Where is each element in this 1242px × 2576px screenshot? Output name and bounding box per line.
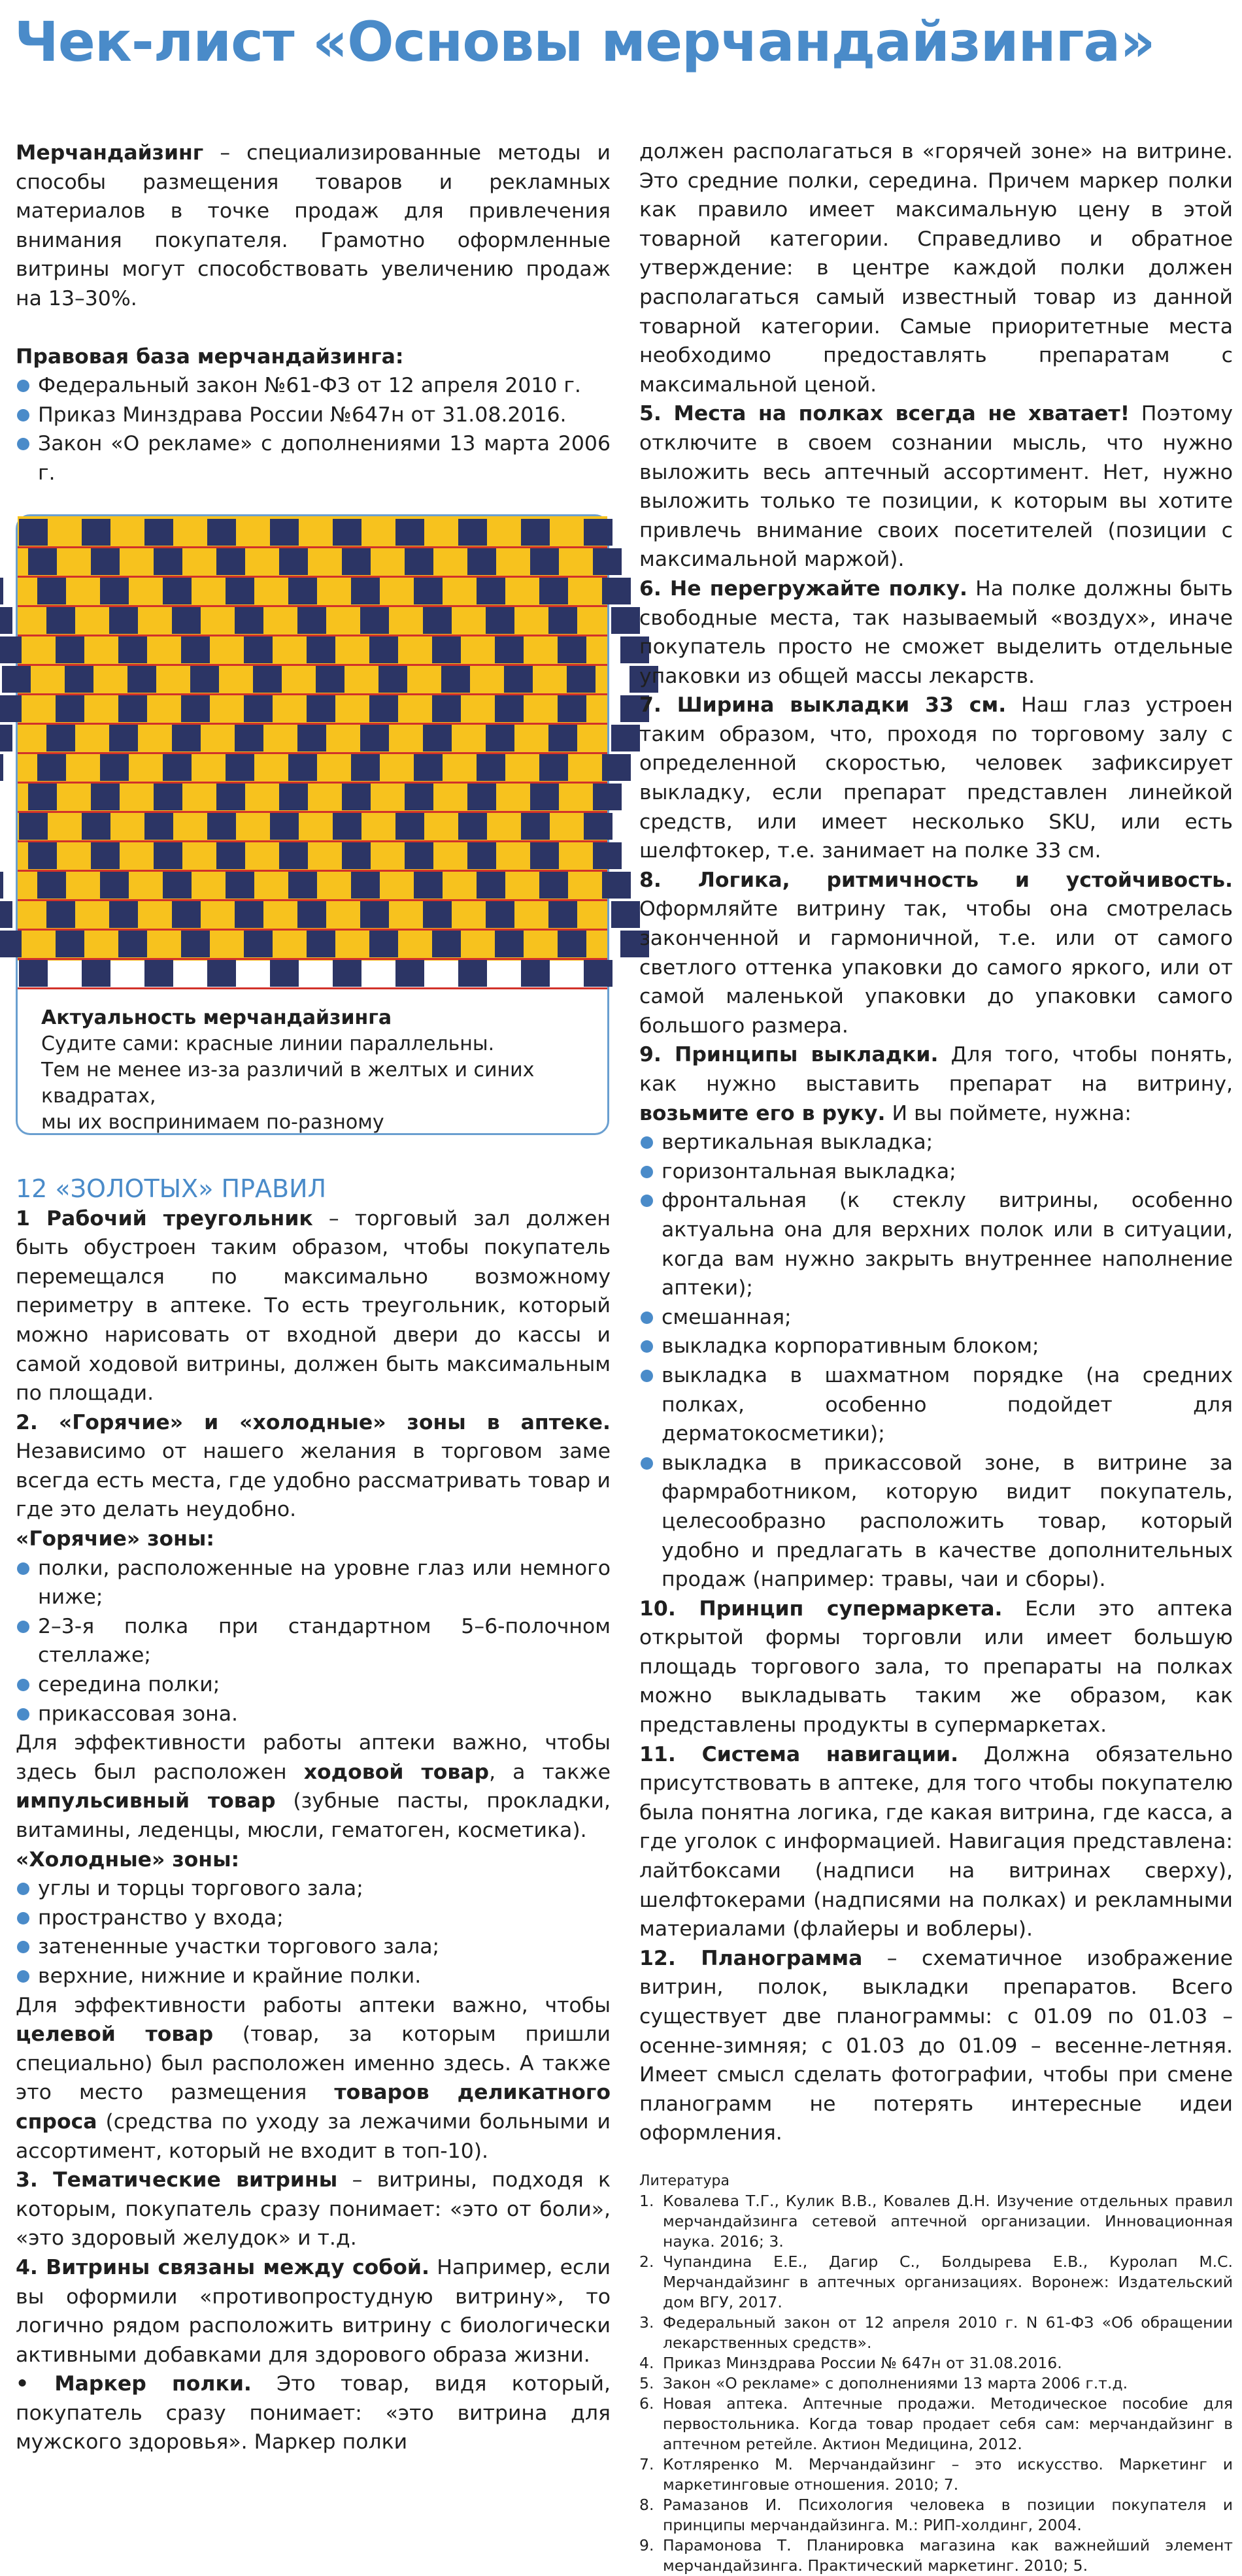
literature-title: Литература <box>639 2172 730 2189</box>
list-item: выкладка корпоративным блоком; <box>639 1332 1233 1361</box>
literature-item: 6. Новая аптека. Аптечные продажи. Методическое пособие для первостольника. Когда товар продает себя сам: мерчандайзинг в аптечном ретейле. Актион Медицина, 2012. <box>639 2394 1233 2453</box>
rule-5: 5. Места на полках всегда не хватает! Поэтому отключите в своем сознании мысль, что нужно выложить весь аптечный ассортимент. Нет, нужно выложить только те позиции, к которым вы хотите привлечь внимание своих посетителей (позиции с максимальной маржой). <box>639 402 1233 572</box>
illusion-square <box>539 578 568 604</box>
illusion-square <box>477 754 505 781</box>
list-item: углы и торцы торгового зала; <box>16 1874 611 1904</box>
illusion-square <box>584 519 613 546</box>
shelf-marker: • Маркер полки. Это товар, видя который, покупатель сразу понимает: «это витрина для мужского здоровья». Маркер полки <box>16 2372 611 2454</box>
illusion-square <box>109 901 138 928</box>
illusion-square <box>316 666 344 693</box>
illusion-red-line <box>18 840 607 842</box>
illusion-square <box>414 754 443 781</box>
illusion-square <box>19 960 48 987</box>
illusion-square <box>477 578 505 604</box>
illusion-square <box>163 578 192 604</box>
illusion-square <box>458 519 487 546</box>
illusion-square <box>0 636 22 663</box>
list-item: затененные участки торгового зала; <box>16 1932 611 1962</box>
illusion-square <box>253 666 282 693</box>
illusion-square <box>307 931 335 957</box>
illusion-square <box>56 695 84 722</box>
rule-4: 4. Витрины связаны между собой. Например, если вы оформили «противопростудную витрину», то логично рядом расположить витрину с биологически активными добавками для здорового образа жизни. <box>16 2255 611 2367</box>
illusion-square <box>216 842 245 869</box>
illusion-square <box>37 872 66 899</box>
illusion-square <box>351 872 380 899</box>
illusion-square <box>288 754 317 781</box>
illusion-square <box>602 754 631 781</box>
illusion-square <box>91 548 120 575</box>
illusion-square <box>342 842 371 869</box>
illusion-square <box>477 872 505 899</box>
illusion-red-line <box>18 987 607 989</box>
illusion-square <box>172 901 201 928</box>
illusion-square <box>82 519 110 546</box>
illusion-square <box>342 548 371 575</box>
illusion-square <box>307 695 335 722</box>
figure-caption: Актуальность мерчандайзинга Судите сами: красные линии параллельны. Тем не менее из-за различий в желтых и синих квадратах, мы их воспринимаем по-разному <box>41 1006 535 1134</box>
illusion-square <box>369 931 398 957</box>
illusion-square <box>441 666 470 693</box>
illusion-square <box>432 931 461 957</box>
illusion-square <box>91 784 120 810</box>
illusion-square <box>37 578 66 604</box>
illusion-square <box>0 695 22 722</box>
left-column <box>16 139 611 2457</box>
list-item: горизонтальная выкладка; <box>639 1157 1233 1187</box>
illusion-square <box>279 548 308 575</box>
illusion-square <box>226 578 254 604</box>
illusion-square <box>360 901 389 928</box>
illusion-square <box>82 813 110 840</box>
illusion-square <box>521 519 550 546</box>
rule-7: 7. Ширина выкладки 33 см. Наш глаз устроен таким образом, что, проходя по торговому залу с определенной скоростью, человек зафиксирует выкладку, если препарат представлен линейкой средств, или имеет несколько SKU, или есть шелфтокер, т.е. занимает на полке 33 см. <box>639 693 1233 863</box>
illusion-square <box>0 931 22 957</box>
illusion-square <box>244 695 273 722</box>
list-item: выкладка в прикассовой зоне, в витрине за фармработником, которую видит покупатель, целесообразно расположить товар, который удобно и предлагать в качестве дополнительных продаж (например: травы, чаи и сборы). <box>639 1449 1233 1594</box>
shelf-marker-continued: должен располагаться в «горячей зоне» на витрине. Это средние полки, середина. Причем маркер полки как правило имеет максимальную цену в этой товарной категории. Справедливо и обратное утверждение: в центре каждой полки должен располагаться самый известный товар из данной товарной категории. Самые приоритетные места необходимо предоставлять препаратам с максимальной ценой. <box>639 140 1233 397</box>
illusion-square <box>91 842 120 869</box>
illusion-red-line <box>18 752 607 754</box>
illusion-square <box>0 607 12 634</box>
illusion-square <box>567 666 596 693</box>
list-item: пространство у входа; <box>16 1904 611 1933</box>
illusion-square <box>270 813 299 840</box>
illusion-square <box>395 960 424 987</box>
literature-item: 3. Федеральный закон от 12 апреля 2010 г. N 61-ФЗ «Об обращении лекарственных средств». <box>639 2313 1233 2352</box>
illusion-square <box>558 695 586 722</box>
illusion-square <box>46 725 75 751</box>
illusion-square <box>333 519 361 546</box>
illusion-square <box>602 578 631 604</box>
literature-item: 1. Ковалева Т.Г., Кулик В.В., Ковалев Д.Н. Изучение отдельных правил мерчандайзинга сетевой аптечной организации. Инновационная наука. 2016; 3. <box>639 2191 1233 2251</box>
illusion-square <box>432 636 461 663</box>
illusion-square <box>405 784 433 810</box>
illusion-square <box>530 784 559 810</box>
rules-title: 12 «ЗОЛОТЫХ» ПРАВИЛ <box>16 1174 327 1203</box>
literature-item: 7. Котляренко М. Мерчандайзинг – это искусство. Маркетинг и маркетинговые отношения. 2010; 7. <box>639 2454 1233 2494</box>
illusion-square <box>504 666 533 693</box>
illusion-square <box>82 960 110 987</box>
layout-types-list <box>639 1128 1233 1594</box>
literature-item: 9. Парамонова Т. Планировка магазина как важнейший элемент мерчандайзинга. Практический маркетинг. 2010; 5. <box>639 2535 1233 2575</box>
illusion-square <box>423 901 452 928</box>
illusion-square <box>163 754 192 781</box>
illusion-square <box>0 725 12 751</box>
illusion-square <box>297 607 326 634</box>
illusion-square <box>558 636 586 663</box>
illusion-square <box>144 813 173 840</box>
rule-2: 2. «Горячие» и «холодные» зоны в аптеке. Независимо от нашего желания в торговом заме всегда есть места, где удобно рассматривать товар и где это делать неудобно. <box>16 1410 611 1522</box>
cafe-wall-illusion <box>18 516 607 961</box>
illusion-square <box>558 931 586 957</box>
illusion-square <box>2 666 31 693</box>
illusion-square <box>360 725 389 751</box>
illusion-red-line <box>18 929 607 931</box>
illusion-red-line <box>18 723 607 725</box>
illusion-square <box>56 931 84 957</box>
illusion-square <box>109 725 138 751</box>
illusion-square <box>244 931 273 957</box>
illusion-square <box>144 960 173 987</box>
illusion-square <box>611 725 640 751</box>
illusion-square <box>226 872 254 899</box>
rule-12: 12. Планограмма – схематичное изображение витрин, полок, выкладки препаратов. Всего существует две планограммы: с 01.09 по 01.03 – осенне-зимняя; с 01.03 до 01.09 – весенне-летняя. Имеет смысл сделать фотографии, чтобы при смене планограмм не потерять интересные идеи оформления. <box>639 1946 1233 2145</box>
list-item: Федеральный закон №61-ФЗ от 12 апреля 2010 г. <box>16 371 611 401</box>
illusion-square <box>521 813 550 840</box>
illusion-red-line <box>18 693 607 695</box>
illusion-square <box>154 548 182 575</box>
illusion-square <box>297 725 326 751</box>
illusion-square <box>584 960 613 987</box>
illusion-square <box>0 578 3 604</box>
illusion-square <box>539 754 568 781</box>
illusion-square <box>467 784 496 810</box>
intro-paragraph <box>16 139 611 314</box>
illusion-square <box>118 695 147 722</box>
illusion-square <box>593 842 622 869</box>
illusion-red-line <box>18 576 607 578</box>
illusion-square <box>270 960 299 987</box>
intro-text: – специализированные методы и способы размещения товаров и рекламных материалов в точке продаж для привлечения внимания покупателя. Грамотно оформленные витрины могут способствовать увеличению продаж на 13–30%. <box>16 141 611 310</box>
illusion-square <box>288 872 317 899</box>
illusion-square <box>602 872 631 899</box>
illusion-red-line <box>18 811 607 813</box>
illusion-square <box>593 784 622 810</box>
list-item: смешанная; <box>639 1303 1233 1332</box>
illusion-square <box>593 548 622 575</box>
rule-1: 1 Рабочий треугольник – торговый зал должен быть обустроен таким образом, чтобы покупатель перемещался по максимально возможному периметру в аптеке. То есть треугольник, который можно нарисовать от входной двери до кассы и самой ходовой витрины, должен быть максимальным по площади. <box>16 1206 611 1406</box>
illusion-square <box>28 548 57 575</box>
illusion-square <box>207 813 236 840</box>
rule-9: 9. Принципы выкладки. Для того, чтобы понять, как нужно выставить препарат на витрину, возьмите его в руку. И вы поймете, нужна: <box>639 1043 1233 1125</box>
list-item: выкладка в шахматном порядке (на средних полках, особенно подойдет для дерматокосметики); <box>639 1361 1233 1449</box>
illusion-square <box>548 901 577 928</box>
illusion-square <box>486 901 514 928</box>
illusion-square <box>118 931 147 957</box>
illusion-square <box>423 607 452 634</box>
illusion-square <box>414 872 443 899</box>
illusion-square <box>405 548 433 575</box>
illusion-square <box>548 607 577 634</box>
list-item: прикассовая зона. <box>16 1700 611 1729</box>
illusion-square <box>351 578 380 604</box>
illusion-square <box>297 901 326 928</box>
illusion-square <box>19 519 48 546</box>
illusion-square <box>611 901 640 928</box>
illusion-square <box>458 813 487 840</box>
illusion-square <box>65 666 93 693</box>
illusion-square <box>423 725 452 751</box>
illusion-square <box>144 519 173 546</box>
illusion-square <box>235 725 263 751</box>
illusion-square <box>548 725 577 751</box>
literature-list <box>639 2191 1233 2576</box>
right-column <box>639 137 1233 2576</box>
illusion-square <box>181 695 210 722</box>
illusion-square <box>0 901 12 928</box>
illusion-square <box>530 548 559 575</box>
illusion-square <box>279 784 308 810</box>
illusion-square <box>100 754 129 781</box>
illusion-red-line <box>18 899 607 901</box>
illusion-square <box>37 754 66 781</box>
illusion-square <box>235 901 263 928</box>
hot-zones-note: Для эффективности работы аптеки важно, чтобы здесь был расположен ходовой товар, а также импульсивный товар (зубные пасты, прокладки, витамины, леденцы, мюсли, гематоген, косметика). <box>16 1731 611 1842</box>
illusion-square <box>181 931 210 957</box>
illusion-square <box>467 842 496 869</box>
illusion-square <box>19 813 48 840</box>
hot-zones-list <box>16 1554 611 1729</box>
illusion-square <box>28 842 57 869</box>
hot-zones-heading: «Горячие» зоны: <box>16 1527 215 1551</box>
illusion-red-line <box>18 635 607 636</box>
illusion-square <box>405 842 433 869</box>
illusion-square <box>270 519 299 546</box>
illusion-red-line <box>18 546 607 548</box>
list-item: Приказ Минздрава России №647н от 31.08.2016. <box>16 401 611 430</box>
illusion-square <box>495 636 524 663</box>
illusion-square <box>333 960 361 987</box>
illusion-square <box>495 695 524 722</box>
illusion-square <box>0 872 3 899</box>
illusion-square <box>458 960 487 987</box>
illusion-square <box>486 607 514 634</box>
illusion-square <box>467 548 496 575</box>
illusion-square <box>395 519 424 546</box>
illusion-figure <box>16 514 609 1135</box>
illusion-square <box>154 842 182 869</box>
illusion-square <box>0 754 3 781</box>
illusion-square <box>226 754 254 781</box>
illusion-square <box>100 872 129 899</box>
literature-item: 2. Чупандина Е.Е., Дагир С., Болдырева Е.В., Куролап М.С. Мерчандайзинг в аптечных организациях. Воронеж: Издательский дом ВГУ, 2017. <box>639 2252 1233 2311</box>
illusion-square <box>56 636 84 663</box>
illusion-square <box>118 636 147 663</box>
illusion-square <box>539 872 568 899</box>
cold-zones-heading: «Холодные» зоны: <box>16 1847 240 1872</box>
illusion-red-line <box>18 605 607 607</box>
literature-item: 5. Закон «О рекламе» с дополнениями 13 марта 2006 г.т.д. <box>639 2373 1128 2392</box>
illusion-square <box>181 636 210 663</box>
illusion-square <box>154 784 182 810</box>
illusion-square <box>395 813 424 840</box>
illusion-square <box>369 695 398 722</box>
list-item: вертикальная выкладка; <box>639 1128 1233 1157</box>
cold-zones-list <box>16 1874 611 1990</box>
illusion-square <box>342 784 371 810</box>
illusion-red-line <box>18 870 607 872</box>
illusion-square <box>307 636 335 663</box>
illusion-square <box>279 842 308 869</box>
illusion-square <box>530 842 559 869</box>
illusion-square <box>216 784 245 810</box>
illusion-square <box>360 607 389 634</box>
legal-heading: Правовая база мерчандайзинга: <box>16 344 404 369</box>
illusion-square <box>244 636 273 663</box>
illusion-red-line <box>18 958 607 960</box>
illusion-square <box>163 872 192 899</box>
illusion-square <box>190 666 219 693</box>
illusion-square <box>28 784 57 810</box>
illusion-square <box>288 578 317 604</box>
list-item: полки, расположенные на уровне глаз или немного ниже; <box>16 1554 611 1612</box>
illusion-square <box>46 901 75 928</box>
rule-8: 8. Логика, ритмичность и устойчивость. Оформляйте витрину так, чтобы она смотрелась законченной и гармоничной, т.е. или от самого светлого оттенка упаковки до самого яркого, или от самой маленькой упаковки до упаковки самого большого размера. <box>639 868 1233 1038</box>
illusion-square <box>584 813 613 840</box>
illusion-square <box>109 607 138 634</box>
illusion-square <box>611 607 640 634</box>
illusion-square <box>235 607 263 634</box>
illusion-square <box>369 636 398 663</box>
illusion-square <box>216 548 245 575</box>
cold-zones-note: Для эффективности работы аптеки важно, чтобы целевой товар (товар, за которым пришли специально) был расположен именно здесь. А также это место размещения товаров деликатного спроса (средства по уходу за лежачими больными и ассортимент, который не входит в топ-10). <box>16 1993 611 2163</box>
illusion-square <box>495 931 524 957</box>
illusion-square <box>432 695 461 722</box>
illusion-square <box>333 813 361 840</box>
illusion-square <box>172 607 201 634</box>
illusion-square <box>172 725 201 751</box>
rule-3: 3. Тематические витрины – витрины, подходя к которым, покупатель сразу понимает: «это от боли», «это здоровый желудок» и т.д. <box>16 2168 611 2251</box>
rule-6: 6. Не перегружайте полку. На полке должны быть свободные места, так называемый «воздух», иначе покупатель просто не сможет выделить отдельные упаковки из общей массы лекарств. <box>639 576 1233 688</box>
illusion-red-line <box>18 664 607 666</box>
list-item: верхние, нижние и крайние полки. <box>16 1962 611 1991</box>
illusion-square <box>351 754 380 781</box>
illusion-square <box>414 578 443 604</box>
list-item: середина полки; <box>16 1670 611 1700</box>
list-item: фронтальная (к стеклу витрины, особенно актуальна она для верхних полок или в ситуации, когда вам нужно закрыть внутреннее наполнение аптеки); <box>639 1186 1233 1302</box>
illusion-square <box>100 578 129 604</box>
rule-11: 11. Система навигации. Должна обязательно присутствовать в аптеке, для того чтобы покупателю была понятна логика, где какая витрина, где касса, а где уголок с информацией. Навигация представлена: лайтбоксами (надписи на витринах сверху), шелфтокерами (надписями на полках) и рекламными материалами (флайеры и воблеры). <box>639 1742 1234 1941</box>
illusion-square <box>207 960 236 987</box>
illusion-square <box>486 725 514 751</box>
illusion-square <box>378 666 407 693</box>
intro-term: Мерчандайзинг <box>16 141 204 165</box>
illusion-square <box>127 666 156 693</box>
legal-list <box>16 371 611 487</box>
page-title: Чек-лист «Основы мерчандайзинга» <box>14 10 1155 74</box>
list-item: Закон «О рекламе» с дополнениями 13 марта 2006 г. <box>16 429 611 487</box>
illusion-red-line <box>18 782 607 784</box>
illusion-square <box>521 960 550 987</box>
literature-item: 4. Приказ Минздрава России № 647н от 31.08.2016. <box>639 2353 1062 2372</box>
literature-item: 8. Рамазанов И. Психология человека в позиции покупателя и принципы мерчандайзинга. М.: РИП-холдинг, 2004. <box>639 2495 1233 2534</box>
illusion-square <box>46 607 75 634</box>
caption-title: Актуальность мерчандайзинга <box>41 1006 392 1029</box>
list-item: 2–3-я полка при стандартном 5–6-полочном стеллаже; <box>16 1612 611 1670</box>
rule-10: 10. Принцип супермаркета. Если это аптека открытой формы торговли или имеет большую площадь торгового зала, то препараты на полках можно выкладывать таким же образом, как представлены продукты в супермаркетах. <box>639 1596 1233 1738</box>
illusion-square <box>207 519 236 546</box>
